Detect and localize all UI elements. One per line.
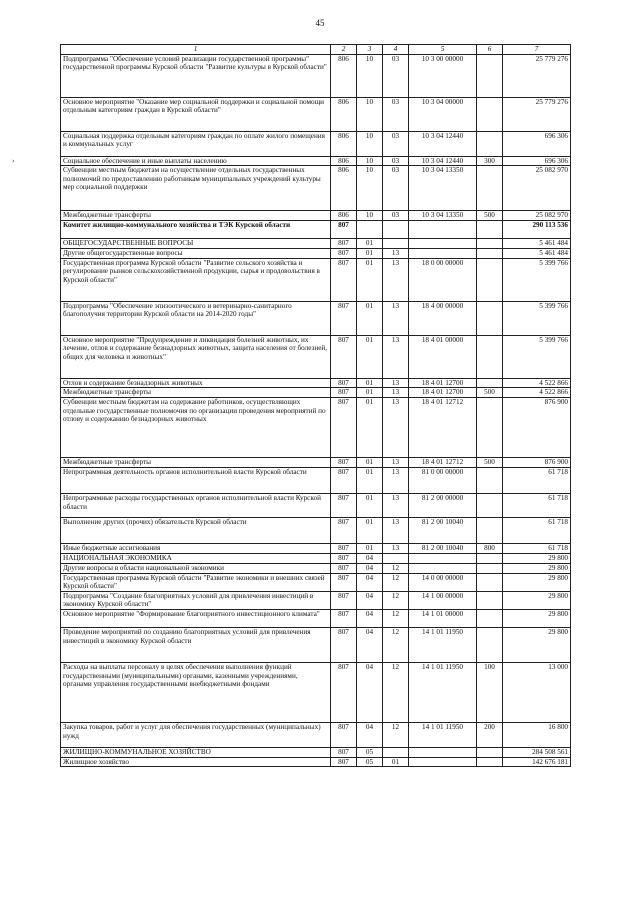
expense-type-code-cell: 800 [477,543,503,553]
item-name-cell: Межбюджетные трансферты [61,211,331,221]
item-name-cell: Иные бюджетные ассигнования [61,543,331,553]
expense-type-code-cell [477,335,503,378]
subsection-code-cell: 13 [383,378,409,388]
ministry-code-cell: 807 [331,301,357,335]
table-row [61,722,571,747]
subsection-code-cell: 03 [383,131,409,156]
table-row [61,388,571,398]
expense-type-code-cell [477,221,503,239]
amount-cell: 5 399 766 [503,258,571,301]
subsection-code-cell: 03 [383,54,409,97]
item-name-cell: Социальное обеспечение и иные выплаты населению [61,156,331,166]
amount-cell: 61 718 [503,467,571,493]
ministry-code-cell: 807 [331,757,357,767]
section-code-cell: 10 [357,54,383,97]
section-code-cell: 01 [357,258,383,301]
table-row [61,378,571,388]
subsection-code-cell: 12 [383,609,409,627]
target-article-code-cell: 10 3 04 13350 [409,211,477,221]
table-row [61,627,571,662]
column-header: 6 [477,45,503,55]
subsection-code-cell: 12 [383,591,409,609]
amount-cell: 5 461 484 [503,249,571,259]
amount-cell: 29 800 [503,553,571,563]
table-row [61,543,571,553]
section-code-cell: 01 [357,457,383,467]
section-code-cell: 01 [357,301,383,335]
target-article-code-cell: 14 1 01 11950 [409,662,477,722]
ministry-code-cell: 807 [331,239,357,249]
section-code-cell: 01 [357,239,383,249]
section-code-cell [357,221,383,239]
target-article-code-cell [409,757,477,767]
expense-type-code-cell: 300 [477,156,503,166]
ministry-code-cell: 807 [331,563,357,573]
ministry-code-cell: 807 [331,493,357,517]
target-article-code-cell: 81 2 00 10040 [409,517,477,543]
expense-type-code-cell: 500 [477,388,503,398]
subsection-code-cell: 13 [383,388,409,398]
subsection-code-cell: 13 [383,493,409,517]
item-name-cell: Межбюджетные трансферты [61,388,331,398]
section-code-cell: 10 [357,131,383,156]
amount-cell: 290 113 536 [503,221,571,239]
table-row [61,249,571,259]
target-article-code-cell: 18 4 00 00000 [409,301,477,335]
section-code-cell: 04 [357,722,383,747]
item-name-cell: Выполнение других (прочих) обязательств Курской области [61,517,331,543]
expense-type-code-cell: 100 [477,662,503,722]
table-row [61,609,571,627]
target-article-code-cell: 18 4 01 12712 [409,457,477,467]
column-header: 7 [503,45,571,55]
subsection-code-cell: 03 [383,97,409,131]
section-code-cell: 10 [357,156,383,166]
target-article-code-cell [409,563,477,573]
ministry-code-cell: 807 [331,553,357,563]
item-name-cell: Закупка товаров, работ и услуг для обеспечения государственных (муниципальных) нужд [61,722,331,747]
subsection-code-cell: 13 [383,467,409,493]
target-article-code-cell: 10 3 04 12440 [409,131,477,156]
expense-type-code-cell [477,131,503,156]
table-row [61,457,571,467]
target-article-code-cell [409,747,477,757]
item-name-cell: Непрограммная деятельность органов исполнительной власти Курской области [61,467,331,493]
table-row [61,563,571,573]
ministry-code-cell: 807 [331,609,357,627]
target-article-code-cell: 10 3 00 00000 [409,54,477,97]
ministry-code-cell: 807 [331,573,357,591]
expense-type-code-cell [477,239,503,249]
ministry-code-cell: 807 [331,722,357,747]
ministry-code-cell: 806 [331,166,357,211]
target-article-code-cell: 14 1 01 11950 [409,722,477,747]
target-article-code-cell: 10 3 04 12440 [409,156,477,166]
expense-type-code-cell [477,591,503,609]
subsection-code-cell: 12 [383,722,409,747]
table-row [61,54,571,97]
subsection-code-cell: 13 [383,301,409,335]
section-code-cell: 01 [357,335,383,378]
item-name-cell: НАЦИОНАЛЬНАЯ ЭКОНОМИКА [61,553,331,563]
amount-cell: 29 800 [503,573,571,591]
ministry-code-cell: 807 [331,335,357,378]
page-number: 45 [315,18,325,28]
item-name-cell: Непрограммные расходы государственных органов исполнительной власти Курской области [61,493,331,517]
table-row [61,211,571,221]
amount-cell: 5 399 766 [503,335,571,378]
table-row [61,156,571,166]
ministry-code-cell: 807 [331,397,357,457]
ministry-code-cell: 807 [331,457,357,467]
expense-type-code-cell [477,166,503,211]
table-row [61,573,571,591]
ministry-code-cell: 806 [331,54,357,97]
amount-cell: 4 522 866 [503,388,571,398]
section-code-cell: 04 [357,627,383,662]
expense-type-code-cell [477,563,503,573]
ministry-code-cell: 807 [331,388,357,398]
section-code-cell: 04 [357,563,383,573]
item-name-cell: Комитет жилищно-коммунального хозяйства и ТЭК Курской области [61,221,331,239]
subsection-code-cell [383,747,409,757]
table-row [61,517,571,543]
target-article-code-cell [409,249,477,259]
table-row [61,131,571,156]
column-header: 1 [61,45,331,55]
amount-cell: 61 718 [503,493,571,517]
section-code-cell: 01 [357,493,383,517]
amount-cell: 696 306 [503,131,571,156]
expense-type-code-cell [477,249,503,259]
ministry-code-cell: 806 [331,156,357,166]
section-code-cell: 01 [357,517,383,543]
target-article-code-cell: 10 3 04 13350 [409,166,477,211]
amount-cell: 61 718 [503,517,571,543]
section-code-cell: 01 [357,249,383,259]
target-article-code-cell: 81 0 00 00000 [409,467,477,493]
ministry-code-cell: 807 [331,378,357,388]
expense-type-code-cell [477,747,503,757]
ministry-code-cell: 807 [331,627,357,662]
ministry-code-cell: 807 [331,747,357,757]
item-name-cell: Отлов и содержание безнадзорных животных [61,378,331,388]
ministry-code-cell: 807 [331,258,357,301]
item-name-cell: Межбюджетные трансферты [61,457,331,467]
table-row [61,301,571,335]
subsection-code-cell: 13 [383,457,409,467]
budget-table-body [61,54,571,767]
item-name-cell: Жилищное хозяйство [61,757,331,767]
amount-cell: 5 461 484 [503,239,571,249]
table-row [61,166,571,211]
ministry-code-cell: 806 [331,97,357,131]
item-name-cell: Расходы на выплаты персоналу в целях обеспечения выполнения функций государственными (муниципальными) органами, казенными учреждениями, органами управления государственными внебюджетными фондами [61,662,331,722]
expense-type-code-cell [477,517,503,543]
subsection-code-cell: 03 [383,211,409,221]
section-code-cell: 01 [357,388,383,398]
column-number-row [61,45,571,55]
table-row [61,553,571,563]
column-header: 2 [331,45,357,55]
amount-cell: 13 000 [503,662,571,722]
budget-table [60,44,571,767]
table-row [61,662,571,722]
subsection-code-cell: 12 [383,627,409,662]
target-article-code-cell [409,553,477,563]
amount-cell: 25 779 276 [503,54,571,97]
expense-type-code-cell [477,493,503,517]
item-name-cell: Проведение мероприятий по созданию благоприятных условий для привлечения инвестиций в экономику Курской области [61,627,331,662]
expense-type-code-cell [477,97,503,131]
column-header: 4 [383,45,409,55]
amount-cell: 142 676 181 [503,757,571,767]
target-article-code-cell: 18 4 01 12700 [409,388,477,398]
target-article-code-cell: 18 0 00 00000 [409,258,477,301]
expense-type-code-cell [477,258,503,301]
expense-type-code-cell [477,553,503,563]
section-code-cell: 04 [357,662,383,722]
item-name-cell: Социальная поддержка отдельным категориям граждан по оплате жилого помещения и коммунальных услуг [61,131,331,156]
subsection-code-cell: 13 [383,517,409,543]
ministry-code-cell: 806 [331,131,357,156]
ministry-code-cell: 807 [331,517,357,543]
subsection-code-cell: 03 [383,166,409,211]
subsection-code-cell: 12 [383,662,409,722]
margin-mark: › [12,157,15,165]
column-header: 5 [409,45,477,55]
expense-type-code-cell [477,378,503,388]
ministry-code-cell: 807 [331,662,357,722]
section-code-cell: 01 [357,543,383,553]
target-article-code-cell: 14 1 01 11950 [409,627,477,662]
ministry-code-cell: 806 [331,211,357,221]
subsection-code-cell: 12 [383,563,409,573]
target-article-code-cell: 10 3 04 00000 [409,97,477,131]
amount-cell: 4 522 866 [503,378,571,388]
amount-cell: 29 800 [503,627,571,662]
expense-type-code-cell [477,397,503,457]
item-name-cell: Основное мероприятие "Формирование благоприятного инвестиционного климата" [61,609,331,627]
table-row [61,591,571,609]
expense-type-code-cell [477,467,503,493]
amount-cell: 876 900 [503,397,571,457]
expense-type-code-cell: 200 [477,722,503,747]
section-code-cell: 05 [357,747,383,757]
table-row [61,221,571,239]
section-code-cell: 04 [357,591,383,609]
expense-type-code-cell: 500 [477,211,503,221]
expense-type-code-cell [477,757,503,767]
subsection-code-cell: 12 [383,573,409,591]
subsection-code-cell [383,553,409,563]
section-code-cell: 10 [357,97,383,131]
target-article-code-cell: 81 2 00 10040 [409,543,477,553]
subsection-code-cell: 01 [383,757,409,767]
item-name-cell: Субвенции местным бюджетам на осуществление отдельных государственных полномочий по предоставлению работникам муниципальных учреждений культуры мер социальной поддержки [61,166,331,211]
table-row [61,747,571,757]
item-name-cell: ОБЩЕГОСУДАРСТВЕННЫЕ ВОПРОСЫ [61,239,331,249]
amount-cell: 61 718 [503,543,571,553]
target-article-code-cell: 18 4 01 00000 [409,335,477,378]
target-article-code-cell: 81 2 00 00000 [409,493,477,517]
section-code-cell: 04 [357,573,383,591]
item-name-cell: Другие общегосударственные вопросы [61,249,331,259]
amount-cell: 284 508 561 [503,747,571,757]
expense-type-code-cell [477,54,503,97]
subsection-code-cell: 13 [383,397,409,457]
amount-cell: 25 082 970 [503,211,571,221]
subsection-code-cell: 03 [383,156,409,166]
target-article-code-cell [409,239,477,249]
item-name-cell: Подпрограмма "Обеспечение условий реализации государственной программы" государственной программы Курской области "Развитие культуры в Курской области" [61,54,331,97]
amount-cell: 25 082 970 [503,166,571,211]
target-article-code-cell [409,221,477,239]
table-row [61,258,571,301]
column-header: 3 [357,45,383,55]
target-article-code-cell: 18 4 01 12700 [409,378,477,388]
table-row [61,335,571,378]
item-name-cell: Основное мероприятие "Оказание мер социальной поддержки и социальной помощи отдельным категориям граждан в Курской области" [61,97,331,131]
section-code-cell: 04 [357,609,383,627]
amount-cell: 696 306 [503,156,571,166]
amount-cell: 5 399 766 [503,301,571,335]
table-row [61,493,571,517]
expense-type-code-cell [477,627,503,662]
section-code-cell: 04 [357,553,383,563]
section-code-cell: 01 [357,378,383,388]
ministry-code-cell: 807 [331,467,357,493]
subsection-code-cell: 13 [383,249,409,259]
item-name-cell: ЖИЛИЩНО-КОММУНАЛЬНОЕ ХОЗЯЙСТВО [61,747,331,757]
item-name-cell: Другие вопросы в области национальной экономики [61,563,331,573]
item-name-cell: Государственная программа Курской области "Развитие сельского хозяйства и регулирование рынков сельскохозяйственной продукции, сырья и продовольствия в Курской области" [61,258,331,301]
target-article-code-cell: 18 4 01 12712 [409,397,477,457]
table-row [61,467,571,493]
amount-cell: 16 800 [503,722,571,747]
table-row [61,397,571,457]
ministry-code-cell: 807 [331,591,357,609]
expense-type-code-cell: 500 [477,457,503,467]
expense-type-code-cell [477,301,503,335]
section-code-cell: 01 [357,397,383,457]
target-article-code-cell: 14 1 00 00000 [409,591,477,609]
item-name-cell: Субвенции местным бюджетам на содержание работников, осуществляющих отдельные государственные полномочия по организации проведения мероприятий по отлову и содержанию безнадзорных животных [61,397,331,457]
section-code-cell: 05 [357,757,383,767]
section-code-cell: 10 [357,166,383,211]
amount-cell: 29 800 [503,563,571,573]
expense-type-code-cell [477,609,503,627]
amount-cell: 25 779 276 [503,97,571,131]
subsection-code-cell [383,221,409,239]
target-article-code-cell: 14 1 01 00000 [409,609,477,627]
ministry-code-cell: 807 [331,249,357,259]
subsection-code-cell: 13 [383,335,409,378]
section-code-cell: 01 [357,467,383,493]
item-name-cell: Подпрограмма "Создание благоприятных условий для привлечения инвестиций в экономику Курской области" [61,591,331,609]
target-article-code-cell: 14 0 00 00000 [409,573,477,591]
ministry-code-cell: 807 [331,221,357,239]
subsection-code-cell: 13 [383,258,409,301]
table-row [61,757,571,767]
amount-cell: 29 800 [503,591,571,609]
item-name-cell: Государственная программа Курской области "Развитие экономики и внешних связей Курской области" [61,573,331,591]
subsection-code-cell [383,239,409,249]
subsection-code-cell: 13 [383,543,409,553]
section-code-cell: 10 [357,211,383,221]
expense-type-code-cell [477,573,503,591]
amount-cell: 876 900 [503,457,571,467]
item-name-cell: Подпрограмма "Обеспечение эпизоотического и ветеринарно-санитарного благополучия территории Курской области на 2014-2020 годы" [61,301,331,335]
table-row [61,239,571,249]
ministry-code-cell: 807 [331,543,357,553]
table-row [61,97,571,131]
amount-cell: 29 800 [503,609,571,627]
item-name-cell: Основное мероприятие "Предупреждение и ликвидация болезней животных, их лечение, отлов и содержание безнадзорных животных, защита населения от болезней, общих для человека и животных" [61,335,331,378]
